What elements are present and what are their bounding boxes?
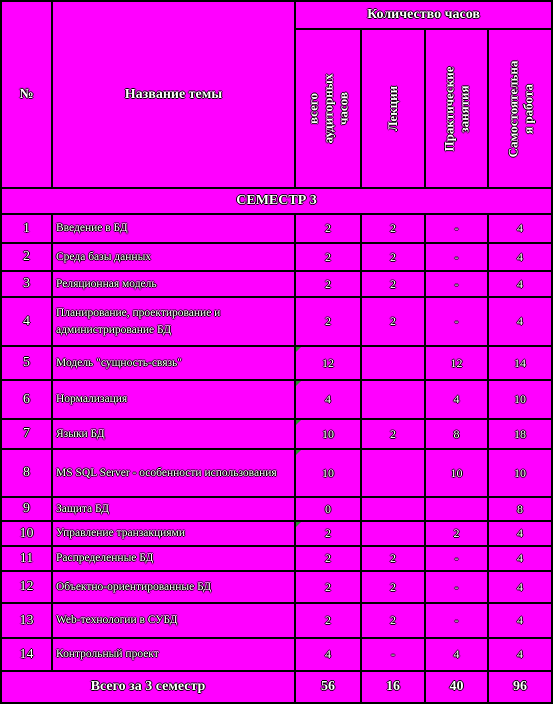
row-4-practical: -	[426, 298, 487, 345]
row-11-lectures: 2	[362, 547, 424, 570]
row-11-practical: -	[426, 547, 487, 570]
row-5-practical: 12	[426, 347, 487, 379]
row-13-topic: Web-технологии в СУБД	[53, 604, 294, 637]
row-5-self-study: 14	[489, 347, 551, 379]
row-7-total-aud-hours: 10	[296, 420, 360, 448]
cell-marker-icon	[296, 381, 301, 386]
row-14-lectures: -	[362, 639, 424, 670]
row-9-lectures	[362, 498, 424, 520]
row-11-number: 11	[2, 547, 51, 570]
header-self-study	[489, 30, 551, 187]
row-1-topic: Введение в БД	[53, 215, 294, 242]
row-8-topic: MS SQL Server - особенности использования	[53, 450, 294, 496]
total-label: Всего за 3 семестр	[2, 672, 294, 702]
header-lectures-text: Лекции	[385, 85, 401, 132]
row-12-total-aud-hours: 2	[296, 572, 360, 602]
row-12-lectures: 2	[362, 572, 424, 602]
row-8-practical: 10	[426, 450, 487, 496]
row-2-topic: Среда базы данных	[53, 244, 294, 270]
row-9-practical	[426, 498, 487, 520]
cell-marker-icon	[296, 450, 301, 455]
row-1-practical: -	[426, 215, 487, 242]
header-total-aud-hours-text: всего аудиторных часов	[305, 73, 351, 144]
row-11-self-study: 4	[489, 547, 551, 570]
row-13-number: 13	[2, 604, 51, 637]
header-lectures	[362, 30, 424, 187]
row-4-topic: Планирование, проектирование и администрирование БД	[53, 298, 294, 345]
total-total-aud-hours: 56	[296, 672, 360, 702]
row-5-lectures	[362, 347, 424, 379]
row-6-number: 6	[2, 381, 51, 418]
row-4-self-study: 4	[489, 298, 551, 345]
header-number: №	[2, 2, 51, 187]
row-3-total-aud-hours: 2	[296, 272, 360, 296]
cell-marker-icon	[296, 347, 301, 352]
row-6-topic: Нормализация	[53, 381, 294, 418]
row-3-practical: -	[426, 272, 487, 296]
semester-header: СЕМЕСТР 3	[2, 189, 551, 213]
row-1-number: 1	[2, 215, 51, 242]
row-2-practical: -	[426, 244, 487, 270]
row-6-self-study: 10	[489, 381, 551, 418]
row-10-practical: 2	[426, 522, 487, 545]
row-5-topic: Модель "сущность-связь"	[53, 347, 294, 379]
row-3-self-study: 4	[489, 272, 551, 296]
row-8-self-study: 10	[489, 450, 551, 496]
row-3-number: 3	[2, 272, 51, 296]
row-7-practical: 8	[426, 420, 487, 448]
row-6-lectures	[362, 381, 424, 418]
cell-marker-icon	[296, 420, 301, 425]
row-14-self-study: 4	[489, 639, 551, 670]
row-12-self-study: 4	[489, 572, 551, 602]
row-13-lectures: 2	[362, 604, 424, 637]
header-practical	[426, 30, 487, 187]
row-14-number: 14	[2, 639, 51, 670]
row-9-number: 9	[2, 498, 51, 520]
total-lectures: 16	[362, 672, 424, 702]
header-practical-text: Практические занятия	[441, 66, 472, 151]
row-12-practical: -	[426, 572, 487, 602]
row-4-lectures: 2	[362, 298, 424, 345]
row-3-topic: Реляционная модель	[53, 272, 294, 296]
row-10-lectures	[362, 522, 424, 545]
row-13-practical: -	[426, 604, 487, 637]
row-8-number: 8	[2, 450, 51, 496]
row-12-number: 12	[2, 572, 51, 602]
row-8-total-aud-hours: 10	[296, 450, 360, 496]
row-4-total-aud-hours: 2	[296, 298, 360, 345]
row-13-self-study: 4	[489, 604, 551, 637]
row-14-total-aud-hours: 4	[296, 639, 360, 670]
row-1-lectures: 2	[362, 215, 424, 242]
row-7-self-study: 18	[489, 420, 551, 448]
header-hours: Количество часов	[296, 2, 551, 28]
row-4-number: 4	[2, 298, 51, 345]
row-9-self-study: 8	[489, 498, 551, 520]
row-11-total-aud-hours: 2	[296, 547, 360, 570]
row-3-lectures: 2	[362, 272, 424, 296]
total-practical: 40	[426, 672, 487, 702]
row-11-topic: Распределенные БД	[53, 547, 294, 570]
total-self-study: 96	[489, 672, 551, 702]
row-2-total-aud-hours: 2	[296, 244, 360, 270]
row-10-total-aud-hours: 2	[296, 522, 360, 545]
row-1-total-aud-hours: 2	[296, 215, 360, 242]
header-self-study-text: Самостоятельна я работа	[505, 60, 535, 157]
row-7-number: 7	[2, 420, 51, 448]
header-topic: Название темы	[53, 2, 294, 187]
row-6-practical: 4	[426, 381, 487, 418]
row-7-lectures: 2	[362, 420, 424, 448]
row-2-number: 2	[2, 244, 51, 270]
row-14-practical: 4	[426, 639, 487, 670]
row-5-total-aud-hours: 12	[296, 347, 360, 379]
row-10-self-study: 4	[489, 522, 551, 545]
row-10-number: 10	[2, 522, 51, 545]
row-2-self-study: 4	[489, 244, 551, 270]
header-total-aud-hours	[296, 30, 360, 187]
row-14-topic: Контрольный проект	[53, 639, 294, 670]
row-2-lectures: 2	[362, 244, 424, 270]
row-6-total-aud-hours: 4	[296, 381, 360, 418]
row-13-total-aud-hours: 2	[296, 604, 360, 637]
row-8-lectures	[362, 450, 424, 496]
row-5-number: 5	[2, 347, 51, 379]
row-12-topic: Объектно-ориентированные БД	[53, 572, 294, 602]
row-9-total-aud-hours: 0	[296, 498, 360, 520]
row-10-topic: Управление транзакциями	[53, 522, 294, 545]
cell-marker-icon	[296, 522, 301, 527]
row-1-self-study: 4	[489, 215, 551, 242]
row-7-topic: Языки БД	[53, 420, 294, 448]
row-9-topic: Защита БД	[53, 498, 294, 520]
